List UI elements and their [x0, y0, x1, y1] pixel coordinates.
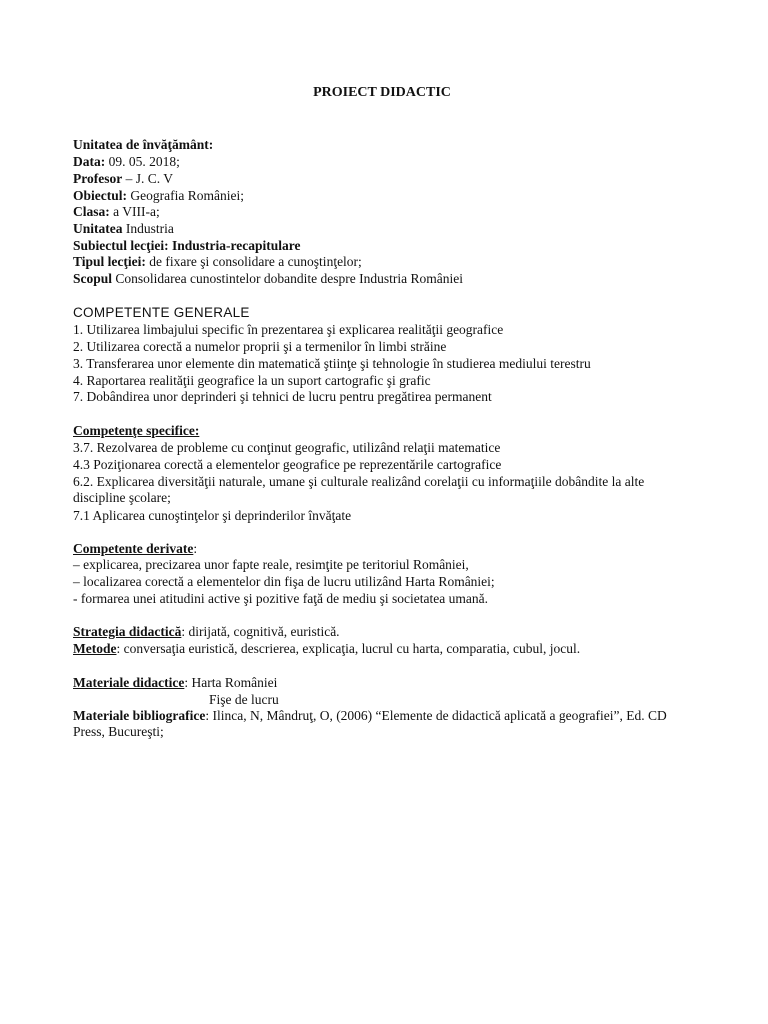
materiale-didactice-value2: Fişe de lucru	[209, 692, 279, 707]
tipul-label: Tipul lecţiei:	[73, 254, 146, 269]
materiale-didactice-value1: : Harta României	[184, 675, 278, 690]
metode-value: : conversaţia euristică, descrierea, explicaţia, lucrul cu harta, comparatia, cubul, jocul.	[116, 641, 581, 656]
materiale-bibliografice-row	[73, 708, 691, 740]
materiale-bibliografice-label: Materiale bibliografice	[73, 708, 206, 723]
competenta-derivata-item: - formarea unei atitudini active şi pozitive faţă de mediu şi societatea umană.	[73, 591, 488, 606]
info-profesor	[73, 171, 173, 187]
obiectul-label: Obiectul:	[73, 188, 127, 203]
competente-derivate-suffix: :	[193, 541, 198, 556]
competenta-specifica-item: 3.7. Rezolvarea de probleme cu conţinut geografic, utilizând relaţii matematice	[73, 440, 501, 455]
materiale-didactice-row	[73, 675, 277, 691]
competenta-specifica-item: 4.3 Poziţionarea corectă a elementelor geografice pe reprezentările cartografice	[73, 457, 502, 472]
tipul-value: de fixare şi consolidare a cunoştinţelor;	[145, 254, 362, 269]
competenta-generala-item: 2. Utilizarea corectă a numelor proprii şi a termenilor în limbi străine	[73, 339, 447, 354]
materiale-bibliografice-value: : Ilinca, N, Mândruţ, O, (2006) “Elemente de didactică aplicată a geografiei”, Ed. CD Press, Bucureşti;	[73, 708, 667, 739]
competenta-specifica-item: 7.1 Aplicarea cunoştinţelor şi deprinderilor învăţate	[73, 508, 352, 523]
competenta-generala-item: 7. Dobândirea unor deprinderi şi tehnici de lucru pentru pregătirea permanent	[73, 389, 492, 404]
clasa-label: Clasa:	[73, 204, 110, 219]
info-unitatea-industria	[73, 221, 174, 237]
page-title: PROIECT DIDACTIC	[313, 85, 451, 100]
competenta-derivata-item: – localizarea corectă a elementelor din fişa de lucru utilizând Harta României;	[73, 574, 495, 589]
competente-derivate-row	[73, 541, 197, 557]
metode-label: Metode	[73, 641, 117, 656]
subiectul-label: Subiectul lecţiei:	[73, 238, 169, 253]
info-scopul	[73, 271, 463, 287]
strategia-label: Strategia didactică	[73, 624, 182, 639]
clasa-value: a VIII-a;	[109, 204, 160, 219]
materiale-didactice-label: Materiale didactice	[73, 675, 185, 690]
unitatea-label: Unitatea de învăţământ:	[73, 137, 214, 152]
strategia-row	[73, 624, 340, 640]
competente-generale-heading: COMPETENTE GENERALE	[73, 305, 250, 320]
profesor-value: – J. C. V	[122, 171, 173, 186]
scopul-value: Consolidarea cunostintelor dobandite despre Industria României	[112, 271, 463, 286]
info-subiectul	[73, 238, 301, 254]
unitatea2-value: Industria	[122, 221, 174, 236]
info-clasa	[73, 204, 160, 220]
info-tipul	[73, 254, 362, 270]
scopul-label: Scopul	[73, 271, 113, 286]
strategia-value: : dirijată, cognitivă, euristică.	[181, 624, 340, 639]
info-unitatea	[73, 137, 213, 153]
competenta-derivata-item: – explicarea, precizarea unor fapte reale, resimţite pe teritoriul României,	[73, 557, 469, 572]
obiectul-value: Geografia României;	[127, 188, 244, 203]
competenta-generala-item: 3. Transferarea unor elemente din matematică ştiinţe şi tehnologie în studierea mediului terestru	[73, 356, 591, 371]
unitatea2-label: Unitatea	[73, 221, 123, 236]
metode-row	[73, 641, 580, 657]
profesor-label: Profesor	[73, 171, 123, 186]
competente-derivate-heading: Competente derivate	[73, 541, 194, 556]
competenta-generala-item: 4. Raportarea realităţii geografice la un suport cartografic şi grafic	[73, 373, 431, 388]
competenta-specifica-item: 6.2. Explicarea diversităţii naturale, umane şi culturale realizând corelaţii cu informaţiile dobândite la alte discipline şcolare;	[73, 474, 645, 505]
data-value: 09. 05. 2018;	[105, 154, 180, 169]
info-obiectul	[73, 188, 244, 204]
competenta-generala-item: 1. Utilizarea limbajului specific în prezentarea şi explicarea realităţii geografice	[73, 322, 504, 337]
competente-specifice-heading: Competenţe specifice:	[73, 423, 200, 438]
info-data	[73, 154, 180, 170]
subiectul-value: Industria-recapitulare	[168, 238, 301, 253]
data-label: Data:	[73, 154, 106, 169]
